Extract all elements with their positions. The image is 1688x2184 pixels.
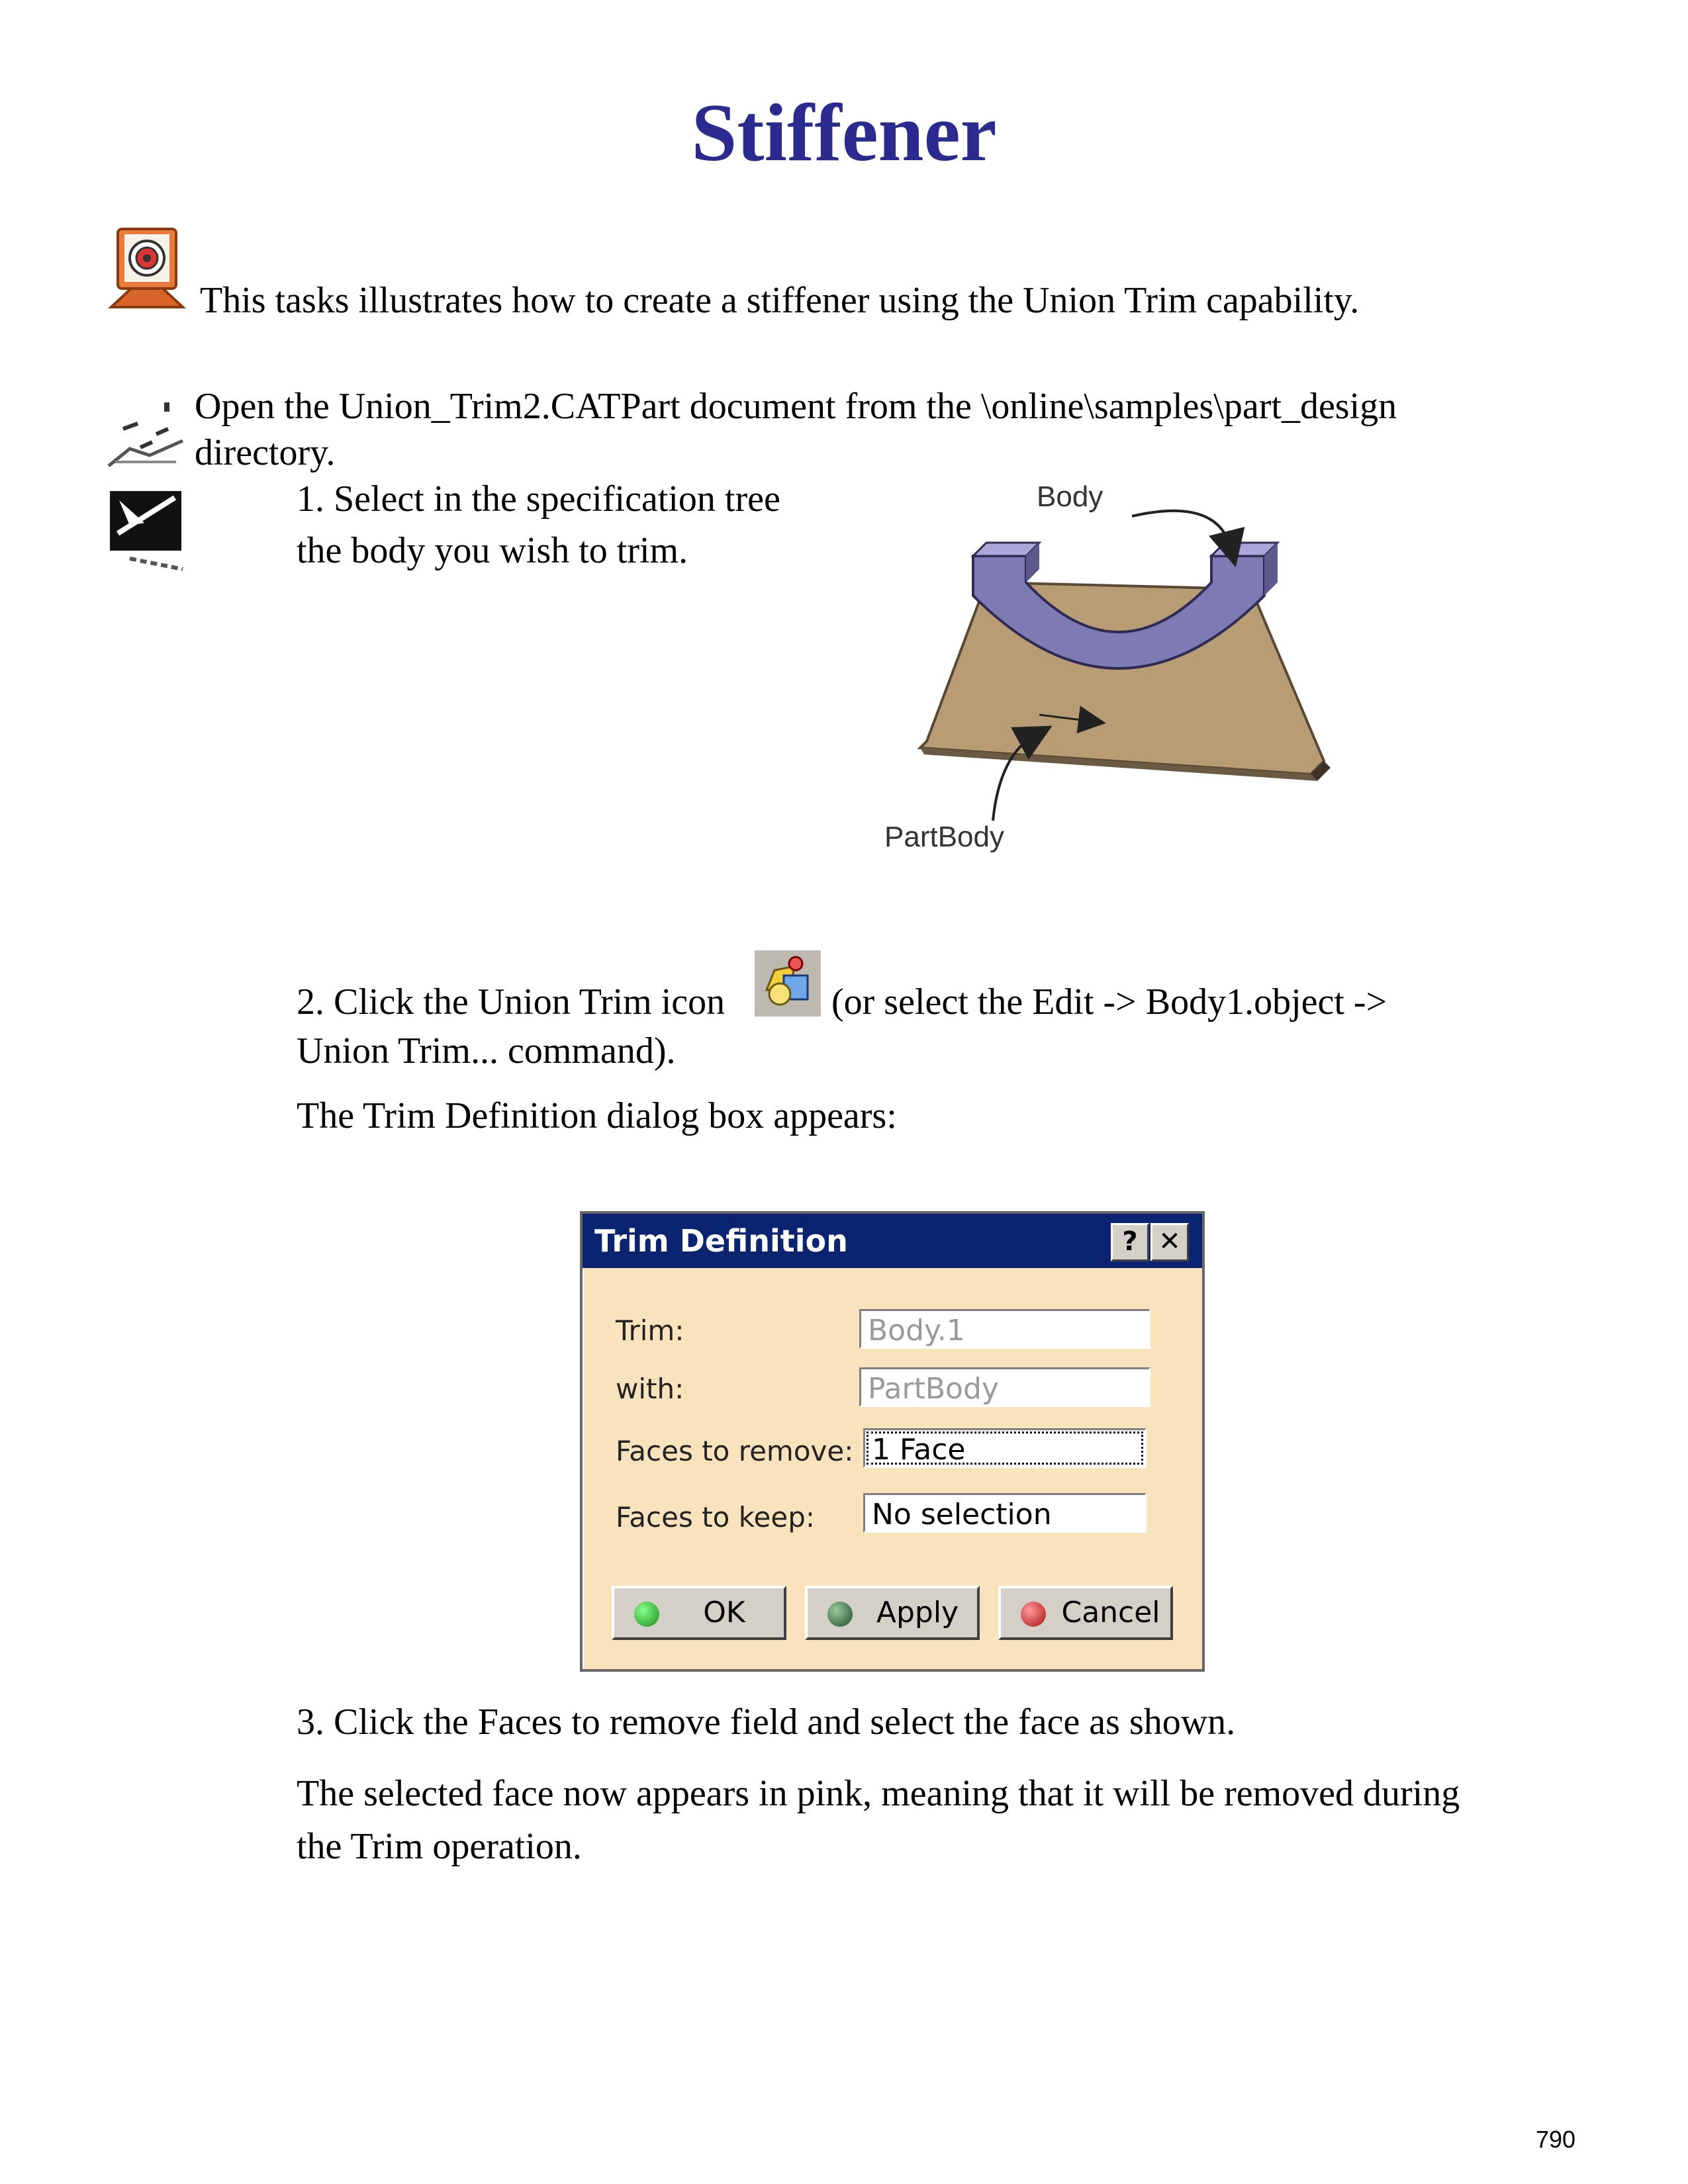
dialog-titlebar: [583, 1214, 1202, 1268]
page-title: Stiffener: [691, 87, 997, 178]
cancel-button-label: Cancel: [1061, 1596, 1160, 1629]
figure-label-body: Body: [1037, 480, 1103, 513]
dark-green-dot-icon: [827, 1602, 853, 1627]
body-figure: [861, 463, 1350, 887]
step1-line1: 1. Select in the specification tree: [297, 478, 780, 520]
faces-to-keep-field[interactable]: No selection: [863, 1493, 1147, 1533]
step2-line2: Union Trim... command).: [297, 1030, 676, 1071]
ok-button[interactable]: [612, 1586, 786, 1640]
union-trim-icon: [755, 950, 821, 1017]
step3-followup-line2: the Trim operation.: [297, 1826, 582, 1867]
cancel-button[interactable]: [998, 1586, 1173, 1640]
help-button[interactable]: ?: [1111, 1223, 1149, 1261]
sample-document-icon: [103, 388, 188, 475]
trim-label: Trim:: [616, 1314, 684, 1347]
target-icon: [105, 225, 189, 311]
step3-followup-line1: The selected face now appears in pink, meaning that it will be removed during: [297, 1773, 1460, 1814]
dialog-title: Trim Definition: [594, 1223, 848, 1259]
close-button[interactable]: ✕: [1150, 1223, 1189, 1261]
open-document-line1: Open the Union_Trim2.CATPart document from the \online\samples\part_design: [195, 386, 1397, 427]
intro-text: This tasks illustrates how to create a stiffener using the Union Trim capability.: [200, 280, 1360, 321]
ok-button-label: OK: [703, 1596, 745, 1629]
green-dot-icon: [634, 1602, 659, 1627]
apply-button[interactable]: [805, 1586, 980, 1640]
open-document-line2: directory.: [195, 432, 336, 473]
faces-to-remove-label: Faces to remove:: [616, 1435, 854, 1467]
trim-field[interactable]: Body.1: [859, 1309, 1150, 1349]
trim-definition-dialog: [580, 1211, 1205, 1672]
apply-button-label: Apply: [876, 1596, 959, 1629]
with-field[interactable]: PartBody: [859, 1367, 1150, 1407]
page-number: 790: [1536, 2126, 1576, 2153]
figure-label-partbody: PartBody: [884, 821, 1004, 853]
step1-line2: the body you wish to trim.: [297, 530, 688, 571]
faces-to-keep-label: Faces to keep:: [616, 1501, 816, 1533]
faces-to-remove-field[interactable]: 1 Face: [863, 1428, 1147, 1468]
step3-text: 3. Click the Faces to remove field and select the face as shown.: [297, 1702, 1236, 1743]
red-dot-icon: [1021, 1602, 1046, 1627]
step2-text-part2: (or select the Edit -> Body1.object ->: [831, 981, 1387, 1023]
step2-text-part1: 2. Click the Union Trim icon: [297, 981, 726, 1023]
select-arrow-icon: [103, 487, 188, 573]
step2-followup: The Trim Definition dialog box appears:: [297, 1095, 897, 1136]
with-label: with:: [616, 1373, 684, 1405]
